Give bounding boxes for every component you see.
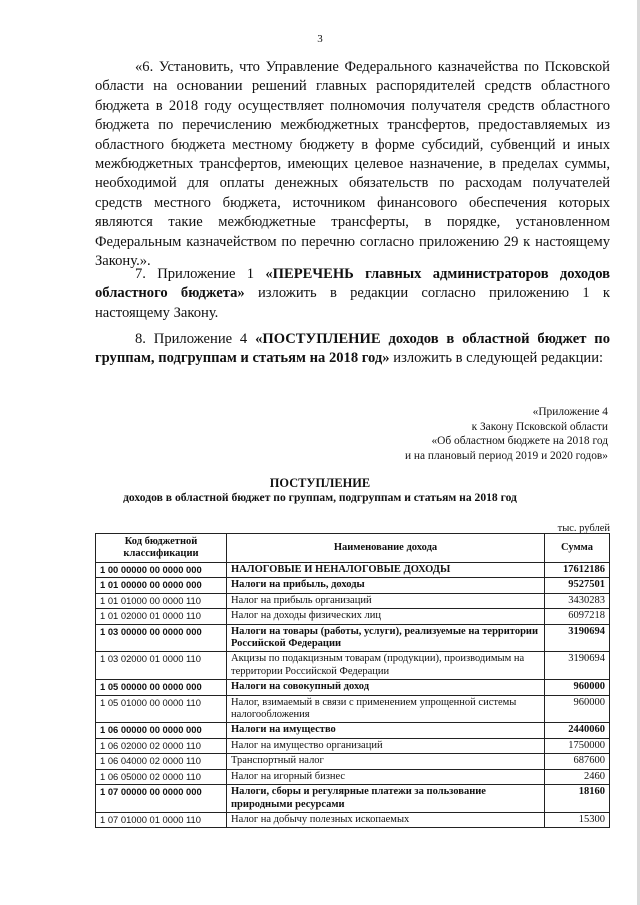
- row-name: Транспортный налог: [227, 754, 545, 769]
- header-name: Наименование дохода: [227, 534, 545, 563]
- row-name: Налоги, сборы и регулярные платежи за пользование природными ресурсами: [227, 785, 545, 813]
- row-code: 1 06 00000 00 0000 000: [96, 723, 227, 738]
- row-name: НАЛОГОВЫЕ И НЕНАЛОГОВЫЕ ДОХОДЫ: [227, 563, 545, 578]
- table-row: [96, 695, 610, 723]
- row-code: 1 06 02000 02 0000 110: [96, 738, 227, 753]
- row-code: 1 07 00000 00 0000 000: [96, 785, 227, 813]
- row-sum: 3190694: [545, 652, 610, 680]
- table-row: [96, 754, 610, 769]
- table-title: ПОСТУПЛЕНИЕ: [269, 476, 371, 490]
- row-sum: 2460: [545, 769, 610, 784]
- row-sum: 15300: [545, 812, 610, 827]
- appendix-line: «Об областном бюджете на 2018 год: [431, 435, 608, 448]
- row-name: Налог на добычу полезных ископаемых: [227, 812, 545, 827]
- appendix-reference: [308, 405, 608, 463]
- row-sum: 17612186: [545, 563, 610, 578]
- row-name: Налог на игорный бизнес: [227, 769, 545, 784]
- row-code: 1 01 02000 01 0000 110: [96, 609, 227, 624]
- table-row: [96, 680, 610, 695]
- table-row: [96, 563, 610, 578]
- table-row: [96, 785, 610, 813]
- paragraph-bold: «ПОСТУПЛЕНИЕ доходов в областной бюджет по группам, подгруппам и статьям на 2018 год»: [95, 331, 610, 367]
- units-label: тыс. рублей: [557, 523, 610, 534]
- paragraph-tail: изложить в следующей редакции:: [389, 350, 604, 367]
- table-row: [96, 593, 610, 608]
- header-sum: Сумма: [545, 534, 610, 563]
- row-sum: 3430283: [545, 593, 610, 608]
- row-code: 1 01 00000 00 0000 000: [96, 578, 227, 593]
- row-sum: 18160: [545, 785, 610, 813]
- paragraph-text: «6. Установить, что Управление Федерального казначейства по Псковской области на основании решений главных распорядителей средств областного бюджета в 2018 году осуществляет полномочия получателя средств областного бюджета по перечислению межбюджетных трансфертов, предоставляемых из областного бюджета местному бюджету в форме субсидий, субвенций и иных межбюджетных трансфертов, имеющих целевое назначение, в пределах суммы, необходимой для оплаты денежных обязательств по расходам получателей средств местного бюджета, источником финансового обеспечения которых являются такие межбюджетные трансферты, в порядке, установленном Федеральным казначейством по перечню согласно приложению 29 к настоящему Закону.».: [95, 59, 610, 270]
- table-subtitle: доходов в областной бюджет по группам, подгруппам и статьям на 2018 год: [123, 491, 517, 504]
- row-name: Налоги на имущество: [227, 723, 545, 738]
- row-sum: 960000: [545, 680, 610, 695]
- table-row: [96, 769, 610, 784]
- revenue-table: [95, 533, 610, 828]
- paragraph-item-8: [95, 330, 610, 369]
- paragraph-lead: 8. Приложение 4: [135, 331, 256, 347]
- row-sum: 3190694: [545, 624, 610, 652]
- row-sum: 2440060: [545, 723, 610, 738]
- row-code: 1 05 00000 00 0000 000: [96, 680, 227, 695]
- row-code: 1 00 00000 00 0000 000: [96, 563, 227, 578]
- row-sum: 6097218: [545, 609, 610, 624]
- row-sum: 960000: [545, 695, 610, 723]
- row-name: Налоги на совокупный доход: [227, 680, 545, 695]
- row-name: Налог на имущество организаций: [227, 738, 545, 753]
- paragraph-item-6: [95, 58, 610, 271]
- row-sum: 1750000: [545, 738, 610, 753]
- paragraph-bold: «ПЕРЕЧЕНЬ главных администраторов доходов областного бюджета»: [95, 266, 611, 302]
- paragraph-item-7: [95, 265, 610, 323]
- table-row: [96, 652, 610, 680]
- row-name: Налог на доходы физических лиц: [227, 609, 545, 624]
- table-header-row: [96, 534, 610, 563]
- appendix-line: к Закону Псковской области: [471, 420, 608, 433]
- row-code: 1 06 04000 02 0000 110: [96, 754, 227, 769]
- header-code: Код бюджетной классификации: [96, 534, 227, 563]
- row-sum: 9527501: [545, 578, 610, 593]
- table-row: [96, 723, 610, 738]
- row-code: 1 01 01000 00 0000 110: [96, 593, 227, 608]
- table-row: [96, 624, 610, 652]
- row-name: Налог, взимаемый в связи с применением упрощенной системы налогообложения: [227, 695, 545, 723]
- table-row: [96, 812, 610, 827]
- appendix-line: «Приложение 4: [532, 406, 608, 418]
- paragraph-tail: изложить в редакции согласно приложению 1 к настоящему Закону.: [95, 285, 610, 321]
- row-code: 1 03 02000 01 0000 110: [96, 652, 227, 680]
- table-row: [96, 609, 610, 624]
- appendix-line: и на плановый период 2019 и 2020 годов»: [404, 449, 608, 462]
- row-sum: 687600: [545, 754, 610, 769]
- row-code: 1 06 05000 02 0000 110: [96, 769, 227, 784]
- page-number: 3: [317, 33, 323, 45]
- row-code: 1 07 01000 01 0000 110: [96, 812, 227, 827]
- row-name: Налог на прибыль организаций: [227, 593, 545, 608]
- row-code: 1 03 00000 00 0000 000: [96, 624, 227, 652]
- row-name: Акцизы по подакцизным товарам (продукции), производимым на территории Российской Федерации: [227, 652, 545, 680]
- row-code: 1 05 01000 00 0000 110: [96, 695, 227, 723]
- row-name: Налоги на прибыль, доходы: [227, 578, 545, 593]
- row-name: Налоги на товары (работы, услуги), реализуемые на территории Российской Федерации: [227, 624, 545, 652]
- table-row: [96, 738, 610, 753]
- table-row: [96, 578, 610, 593]
- paragraph-lead: 7. Приложение 1: [135, 266, 266, 282]
